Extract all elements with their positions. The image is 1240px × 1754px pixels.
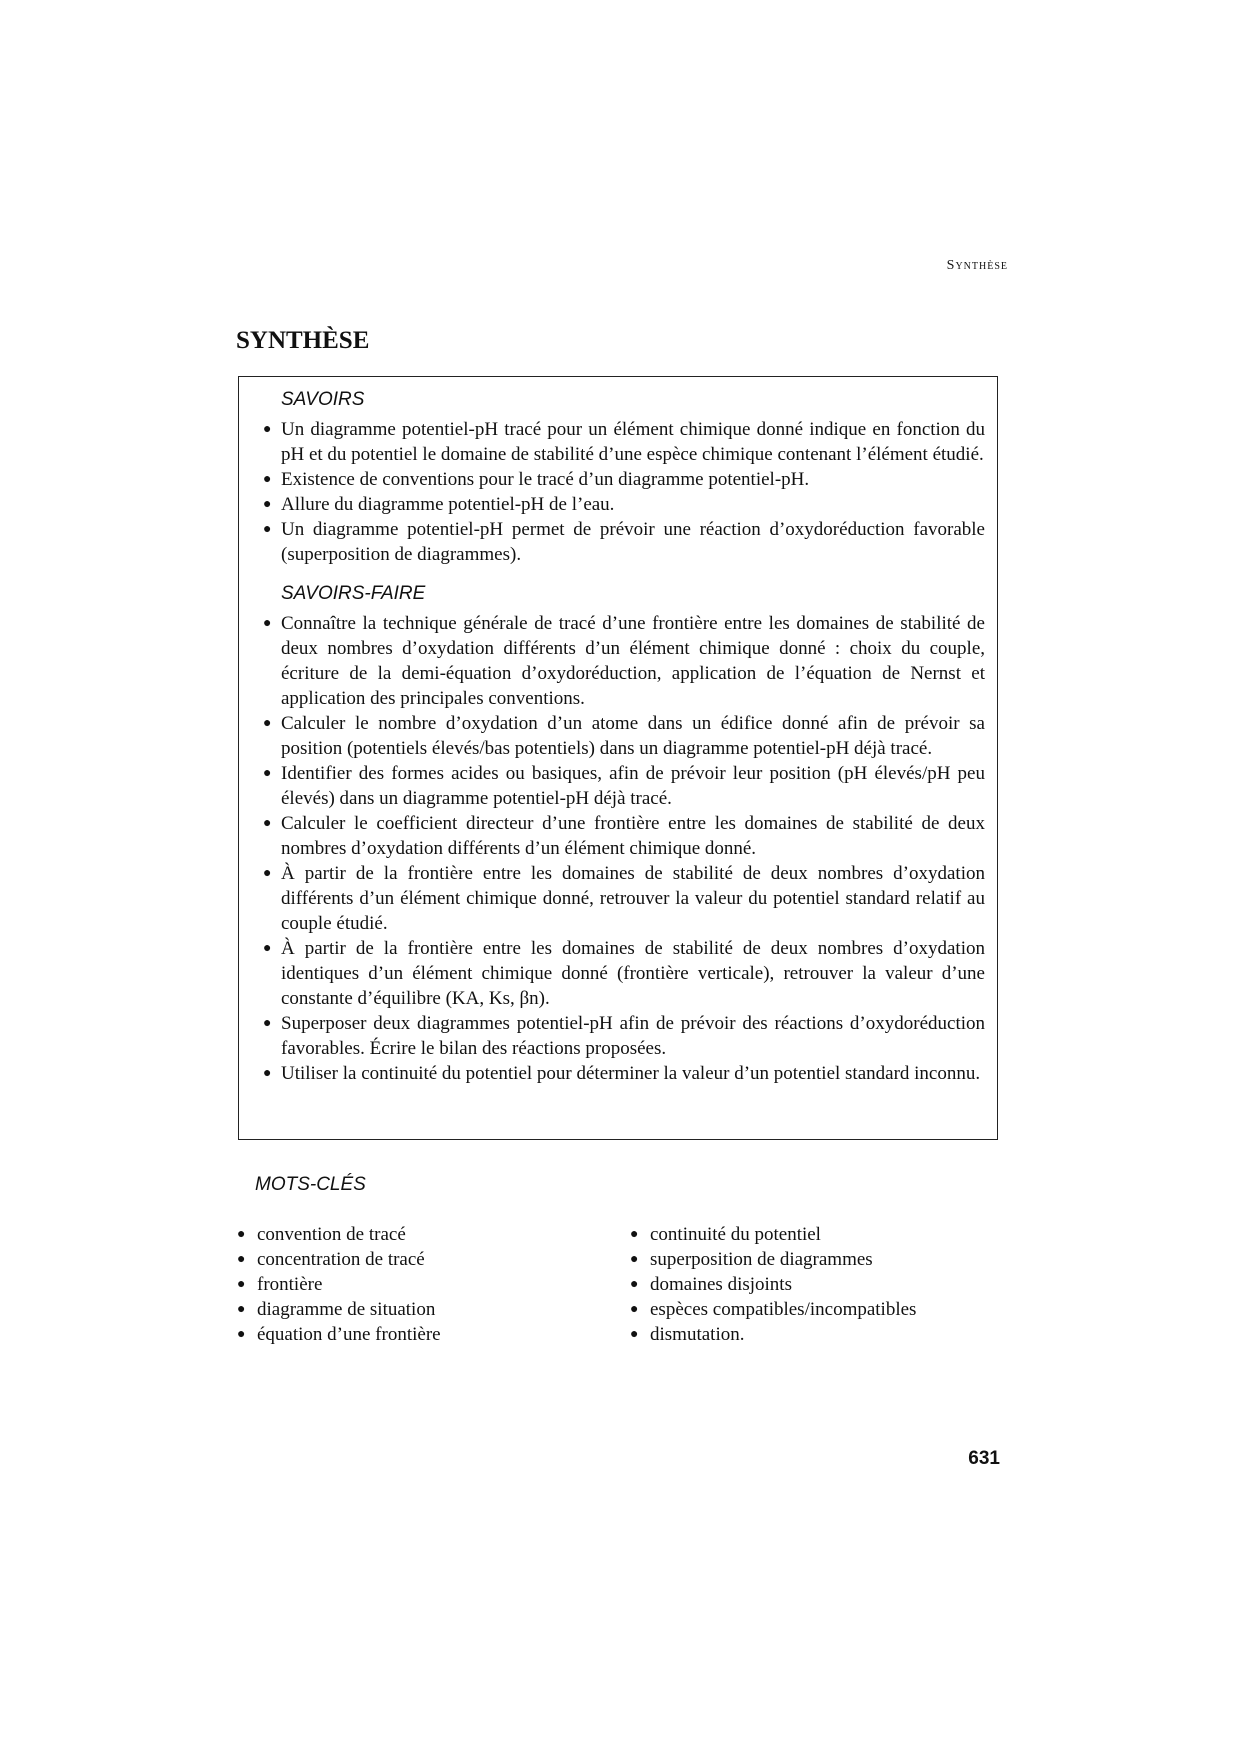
list-item-text: Un diagramme potentiel-pH tracé pour un élément chimique donné indique en fonction du pH et du potentiel le domaine de stabilité d’une espèce chimique contenant l’élément étudié. xyxy=(281,419,985,465)
keyword-text: espèces compatibles/incompatibles xyxy=(650,1299,917,1320)
list-item xyxy=(251,861,985,936)
keyword-item xyxy=(232,1297,441,1322)
list-item-text: Identifier des formes acides ou basiques, afin de prévoir leur position (pH élevés/pH peu élevés) dans un diagramme potentiel-pH déjà tracé. xyxy=(281,763,985,809)
keyword-text: continuité du potentiel xyxy=(650,1224,821,1245)
savoirs-faire-list xyxy=(251,611,985,1086)
savoirs-heading: SAVOIRS xyxy=(281,389,365,410)
list-item-text: Allure du diagramme potentiel-pH de l’eau. xyxy=(281,494,615,515)
list-item xyxy=(251,936,985,1011)
bullet-icon: ● xyxy=(630,1327,639,1342)
bullet-icon: ● xyxy=(237,1227,246,1242)
list-item xyxy=(251,611,985,711)
list-item-text: À partir de la frontière entre les domaines de stabilité de deux nombres d’oxydation différents d’un élément chimique donné, retrouver la valeur du potentiel standard relatif au couple étudié. xyxy=(281,863,985,934)
keyword-item xyxy=(232,1322,441,1347)
keyword-text: équation d’une frontière xyxy=(257,1324,441,1345)
savoirs-faire-heading: SAVOIRS-FAIRE xyxy=(281,583,426,604)
list-item-text: À partir de la frontière entre les domaines de stabilité de deux nombres d’oxydation identiques d’un élément chimique donné (frontière verticale), retrouver la valeur d’une constante d’équilibre (KA, Ks, βn). xyxy=(281,938,985,1009)
keyword-item xyxy=(625,1247,916,1272)
keyword-item xyxy=(232,1247,441,1272)
bullet-icon: ● xyxy=(237,1327,246,1342)
keyword-text: concentration de tracé xyxy=(257,1249,425,1270)
mots-cles-right-list xyxy=(625,1222,916,1347)
list-item-text: Superposer deux diagrammes potentiel-pH afin de prévoir des réactions d’oxydoréduction favorables. Écrire le bilan des réactions proposées. xyxy=(281,1013,985,1059)
list-item-text: Calculer le nombre d’oxydation d’un atome dans un édifice donné afin de prévoir sa position (potentiels élevés/bas potentiels) dans un diagramme potentiel-pH déjà tracé. xyxy=(281,713,985,759)
page-title: SYNTHÈSE xyxy=(236,327,370,354)
bullet-icon: ● xyxy=(263,522,272,537)
list-item xyxy=(251,1011,985,1061)
keyword-text: dismutation. xyxy=(650,1324,745,1345)
list-item-text: Existence de conventions pour le tracé d’un diagramme potentiel-pH. xyxy=(281,469,810,490)
list-item xyxy=(251,517,985,567)
keyword-text: frontière xyxy=(257,1274,323,1295)
bullet-icon: ● xyxy=(237,1302,246,1317)
list-item xyxy=(251,467,985,492)
page-number: 631 xyxy=(968,1448,1000,1469)
savoirs-box xyxy=(238,376,998,1140)
list-item xyxy=(251,1061,985,1086)
list-item xyxy=(251,811,985,861)
list-item xyxy=(251,417,985,467)
keyword-text: diagramme de situation xyxy=(257,1299,436,1320)
bullet-icon: ● xyxy=(630,1227,639,1242)
keyword-item xyxy=(232,1272,441,1297)
bullet-icon: ● xyxy=(630,1277,639,1292)
list-item-text: Connaître la technique générale de tracé d’une frontière entre les domaines de stabilité de deux nombres d’oxydation différents d’un élément chimique donné : choix du couple, écriture de la demi-équation d’oxydoréduction, application de l’équation de Nernst et application des principales conventions. xyxy=(281,613,985,709)
list-item xyxy=(251,492,985,517)
list-item-text: Calculer le coefficient directeur d’une frontière entre les domaines de stabilité de deux nombres d’oxydation différents d’un élément chimique donné. xyxy=(281,813,985,859)
savoirs-list xyxy=(251,417,985,567)
bullet-icon: ● xyxy=(263,422,272,437)
mots-cles-heading: MOTS-CLÉS xyxy=(255,1174,366,1195)
bullet-icon: ● xyxy=(263,816,272,831)
keyword-text: convention de tracé xyxy=(257,1224,406,1245)
bullet-icon: ● xyxy=(263,1016,272,1031)
keyword-item xyxy=(625,1222,916,1247)
bullet-icon: ● xyxy=(263,616,272,631)
list-item-text: Utiliser la continuité du potentiel pour déterminer la valeur d’un potentiel standard inconnu. xyxy=(281,1063,981,1084)
bullet-icon: ● xyxy=(263,1066,272,1081)
keyword-item xyxy=(625,1322,916,1347)
bullet-icon: ● xyxy=(263,472,272,487)
bullet-icon: ● xyxy=(630,1302,639,1317)
bullet-icon: ● xyxy=(263,716,272,731)
bullet-icon: ● xyxy=(263,866,272,881)
list-item-text: Un diagramme potentiel-pH permet de prévoir une réaction d’oxydoréduction favorable (superposition de diagrammes). xyxy=(281,519,985,565)
list-item xyxy=(251,711,985,761)
bullet-icon: ● xyxy=(263,941,272,956)
running-head: Synthèse xyxy=(946,258,1008,273)
keyword-item xyxy=(625,1297,916,1322)
mots-cles-left-list xyxy=(232,1222,441,1347)
bullet-icon: ● xyxy=(263,766,272,781)
bullet-icon: ● xyxy=(263,497,272,512)
keyword-text: superposition de diagrammes xyxy=(650,1249,873,1270)
bullet-icon: ● xyxy=(237,1277,246,1292)
list-item xyxy=(251,761,985,811)
keyword-text: domaines disjoints xyxy=(650,1274,792,1295)
keyword-item xyxy=(232,1222,441,1247)
keyword-item xyxy=(625,1272,916,1297)
bullet-icon: ● xyxy=(237,1252,246,1267)
bullet-icon: ● xyxy=(630,1252,639,1267)
